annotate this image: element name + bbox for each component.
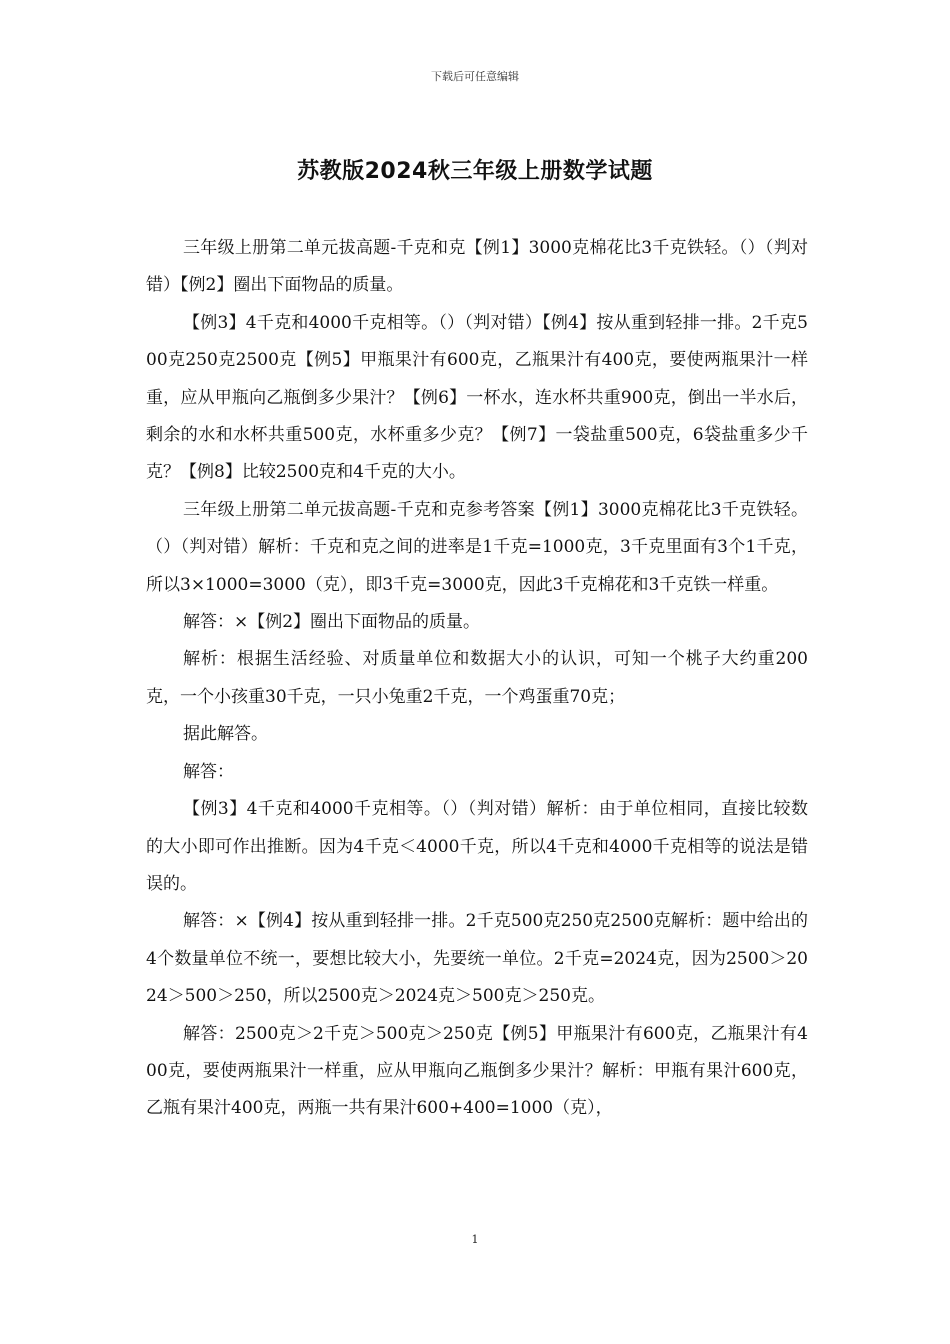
- header-note: 下载后可任意编辑: [431, 70, 519, 83]
- document-title: 苏教版2024秋三年级上册数学试题: [297, 159, 653, 184]
- paragraph: 解答：×【例2】圈出下面物品的质量。: [183, 612, 481, 633]
- paragraph: 解析：根据生活经验、对质量单位和数据大小的认识，可知一个桃子大约重200克，一个小孩重30千克，一只小兔重2千克，一个鸡蛋重70克；: [146, 649, 808, 707]
- paragraph: 解答：2500克＞2千克＞500克＞250克【例5】甲瓶果汁有600克，乙瓶果汁有400克，要使两瓶果汁一样重，应从甲瓶向乙瓶倒多少果汁？解析：甲瓶有果汁600克，乙瓶有果汁400克，两瓶一共有果汁600+400=1000（克），: [146, 1023, 808, 1119]
- paragraph: 解答：×【例4】按从重到轻排一排。2千克500克250克2500克解析：题中给出的4个数量单位不统一，要想比较大小，先要统一单位。2千克=2024克，因为2500＞2024＞500＞250，所以2500克＞2024克＞500克＞250克。: [146, 911, 808, 1007]
- paragraph: 据此解答。: [183, 724, 268, 745]
- paragraph: 三年级上册第二单元拔高题-千克和克参考答案【例1】3000克棉花比3千克铁轻。（）（判对错）解析：千克和克之间的进率是1千克=1000克，3千克里面有3个1千克，所以3×1000=3000（克），即3千克=3000克，因此3千克棉花和3千克铁一样重。: [146, 499, 808, 595]
- paragraph: 【例3】4千克和4000千克相等。（）（判对错）【例4】按从重到轻排一排。2千克500克250克2500克【例5】甲瓶果汁有600克，乙瓶果汁有400克，要使两瓶果汁一样重，应从甲瓶向乙瓶倒多少果汁？【例6】一杯水，连水杯共重900克，倒出一半水后，剩余的水和水杯共重500克，水杯重多少克？【例7】一袋盐重500克，6袋盐重多少千克？【例8】比较2500克和4千克的大小。: [146, 312, 808, 483]
- paragraph: 三年级上册第二单元拔高题-千克和克【例1】3000克棉花比3千克铁轻。（）（判对错）【例2】圈出下面物品的质量。: [146, 238, 808, 296]
- page-number: 1: [471, 1233, 479, 1246]
- document-body: [146, 230, 808, 1128]
- paragraph: 【例3】4千克和4000千克相等。（）（判对错）解析：由于单位相同，直接比较数的大小即可作出推断。因为4千克＜4000千克，所以4千克和4000千克相等的说法是错误的。: [146, 799, 808, 894]
- paragraph: 解答：: [183, 761, 234, 782]
